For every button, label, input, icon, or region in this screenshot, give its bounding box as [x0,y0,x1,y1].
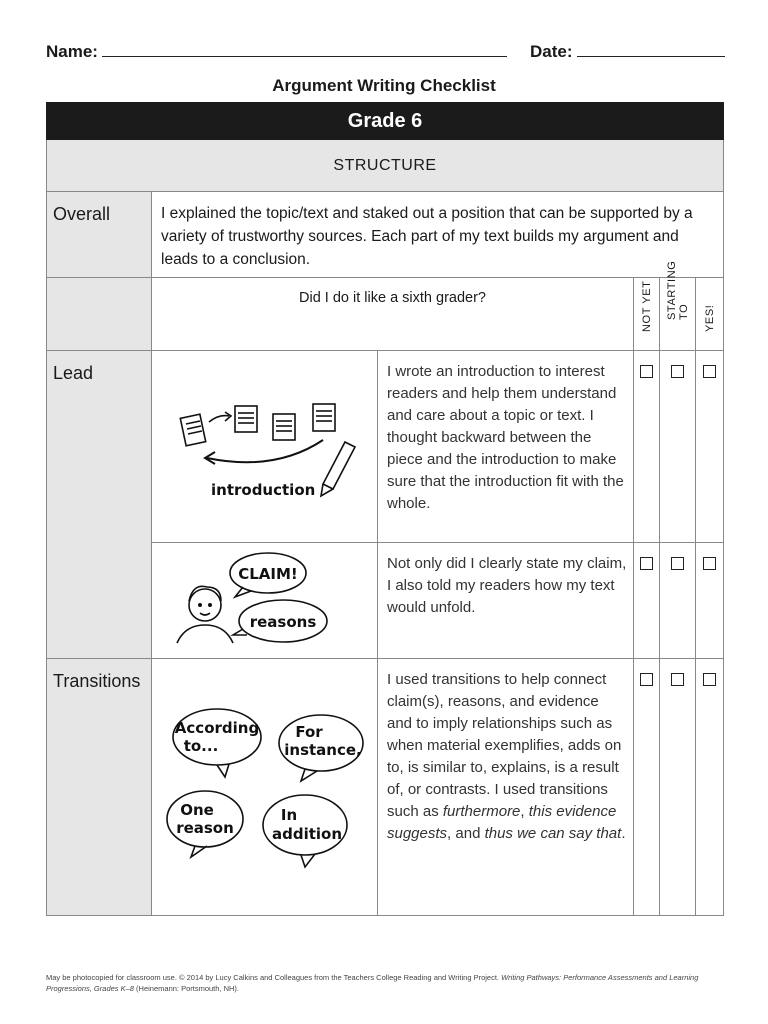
checkbox[interactable] [640,673,653,686]
transitions-text: I used transitions to help connect claim(s), reasons, and evidence and to imply relationships such as when material exemplifies, adds on to, is similar to, explains, is a result of, or contrasts. I used transitions such as furthermore, this evidence suggests, and thus we can say that. [378,659,634,916]
date-line[interactable] [577,42,725,57]
transitions-starting-to[interactable] [660,659,696,916]
bubble-one-reason-line1: One [179,800,214,819]
lead-2-yes[interactable] [696,543,724,659]
name-field[interactable] [46,42,507,62]
grade-banner: Grade 6 [47,103,724,140]
page-icon-3 [273,414,295,440]
lead-2-starting-to[interactable] [660,543,696,659]
col-yes [696,278,724,351]
checklist-table [46,102,724,916]
introduction-drawing [155,354,375,534]
pencil-icon [321,442,355,496]
question-row-spacer [47,278,152,351]
reasons-bubble-text: reasons [249,613,316,631]
overall-label: Overall [47,192,152,278]
col-starting-to-label: STARTING TO [665,260,690,320]
introduction-caption: introduction [210,481,315,499]
bubble-for-instance-line2: instance, [283,740,362,759]
lead-illustration-2 [152,543,378,659]
bubble-one-reason-line2: reason [175,818,234,837]
page-icon-1 [180,414,205,446]
page-icon-2 [235,406,257,432]
checkbox[interactable] [671,673,684,686]
date-field[interactable] [530,42,725,62]
lead-1-not-yet[interactable] [634,351,660,543]
lead-label: Lead [47,351,152,659]
col-yes-label: YES! [703,304,716,332]
bubble-for-instance-line1: For [294,722,323,741]
checkbox[interactable] [671,557,684,570]
name-line[interactable] [102,42,507,57]
lead-item-1-text: I wrote an introduction to interest readers and help them understand and care about a topic or text. I thought backward between the piece and the introduction to make sure that the introduction fit with the whole. [378,351,634,543]
bubble-according-line1: According [174,718,259,737]
lead-1-starting-to[interactable] [660,351,696,543]
transitions-illustration [152,659,378,916]
section-heading: STRUCTURE [47,140,724,192]
document-title: Argument Writing Checklist [272,76,496,95]
claim-reasons-drawing [155,543,375,653]
checkbox[interactable] [640,557,653,570]
col-not-yet [634,278,660,351]
lead-2-not-yet[interactable] [634,543,660,659]
transitions-not-yet[interactable] [634,659,660,916]
overall-text: I explained the topic/text and staked out a position that can be supported by a variety of trustworthy sources. Each part of my text builds my argument and leads to a conclusion. [152,192,724,278]
checkbox[interactable] [640,365,653,378]
student-face-icon [177,586,233,643]
col-not-yet-label: NOT YET [640,280,653,332]
bubble-according-line2: to... [183,736,218,755]
lead-1-yes[interactable] [696,351,724,543]
name-label: Name: [46,42,98,61]
col-starting-to [660,260,696,351]
checkbox[interactable] [703,365,716,378]
lead-item-2-text: Not only did I clearly state my claim, I also told my readers how my text would unfold. [378,543,634,659]
bubble-in-addition-line2: addition [271,824,342,843]
checkbox[interactable] [703,557,716,570]
claim-bubble-text: CLAIM! [237,565,298,583]
footer-credit: May be photocopied for classroom use. © 2014 by Lucy Calkins and Colleagues from the Teachers College Reading and Writing Project. Writing Pathways: Performance Assessments and Learning Progressions, Grades K–8 (Heinemann: Portsmouth, NH). [46,973,699,993]
transitions-label: Transitions [47,659,152,916]
question-text: Did I do it like a sixth grader? [152,278,634,351]
bubble-in-addition-line1: In [280,805,297,824]
page-icon-4 [313,404,335,431]
checkbox[interactable] [703,673,716,686]
transitions-yes[interactable] [696,659,724,916]
transition-bubbles-drawing [155,685,375,885]
date-label: Date: [530,42,573,61]
checkbox[interactable] [671,365,684,378]
lead-illustration-1 [152,351,378,543]
